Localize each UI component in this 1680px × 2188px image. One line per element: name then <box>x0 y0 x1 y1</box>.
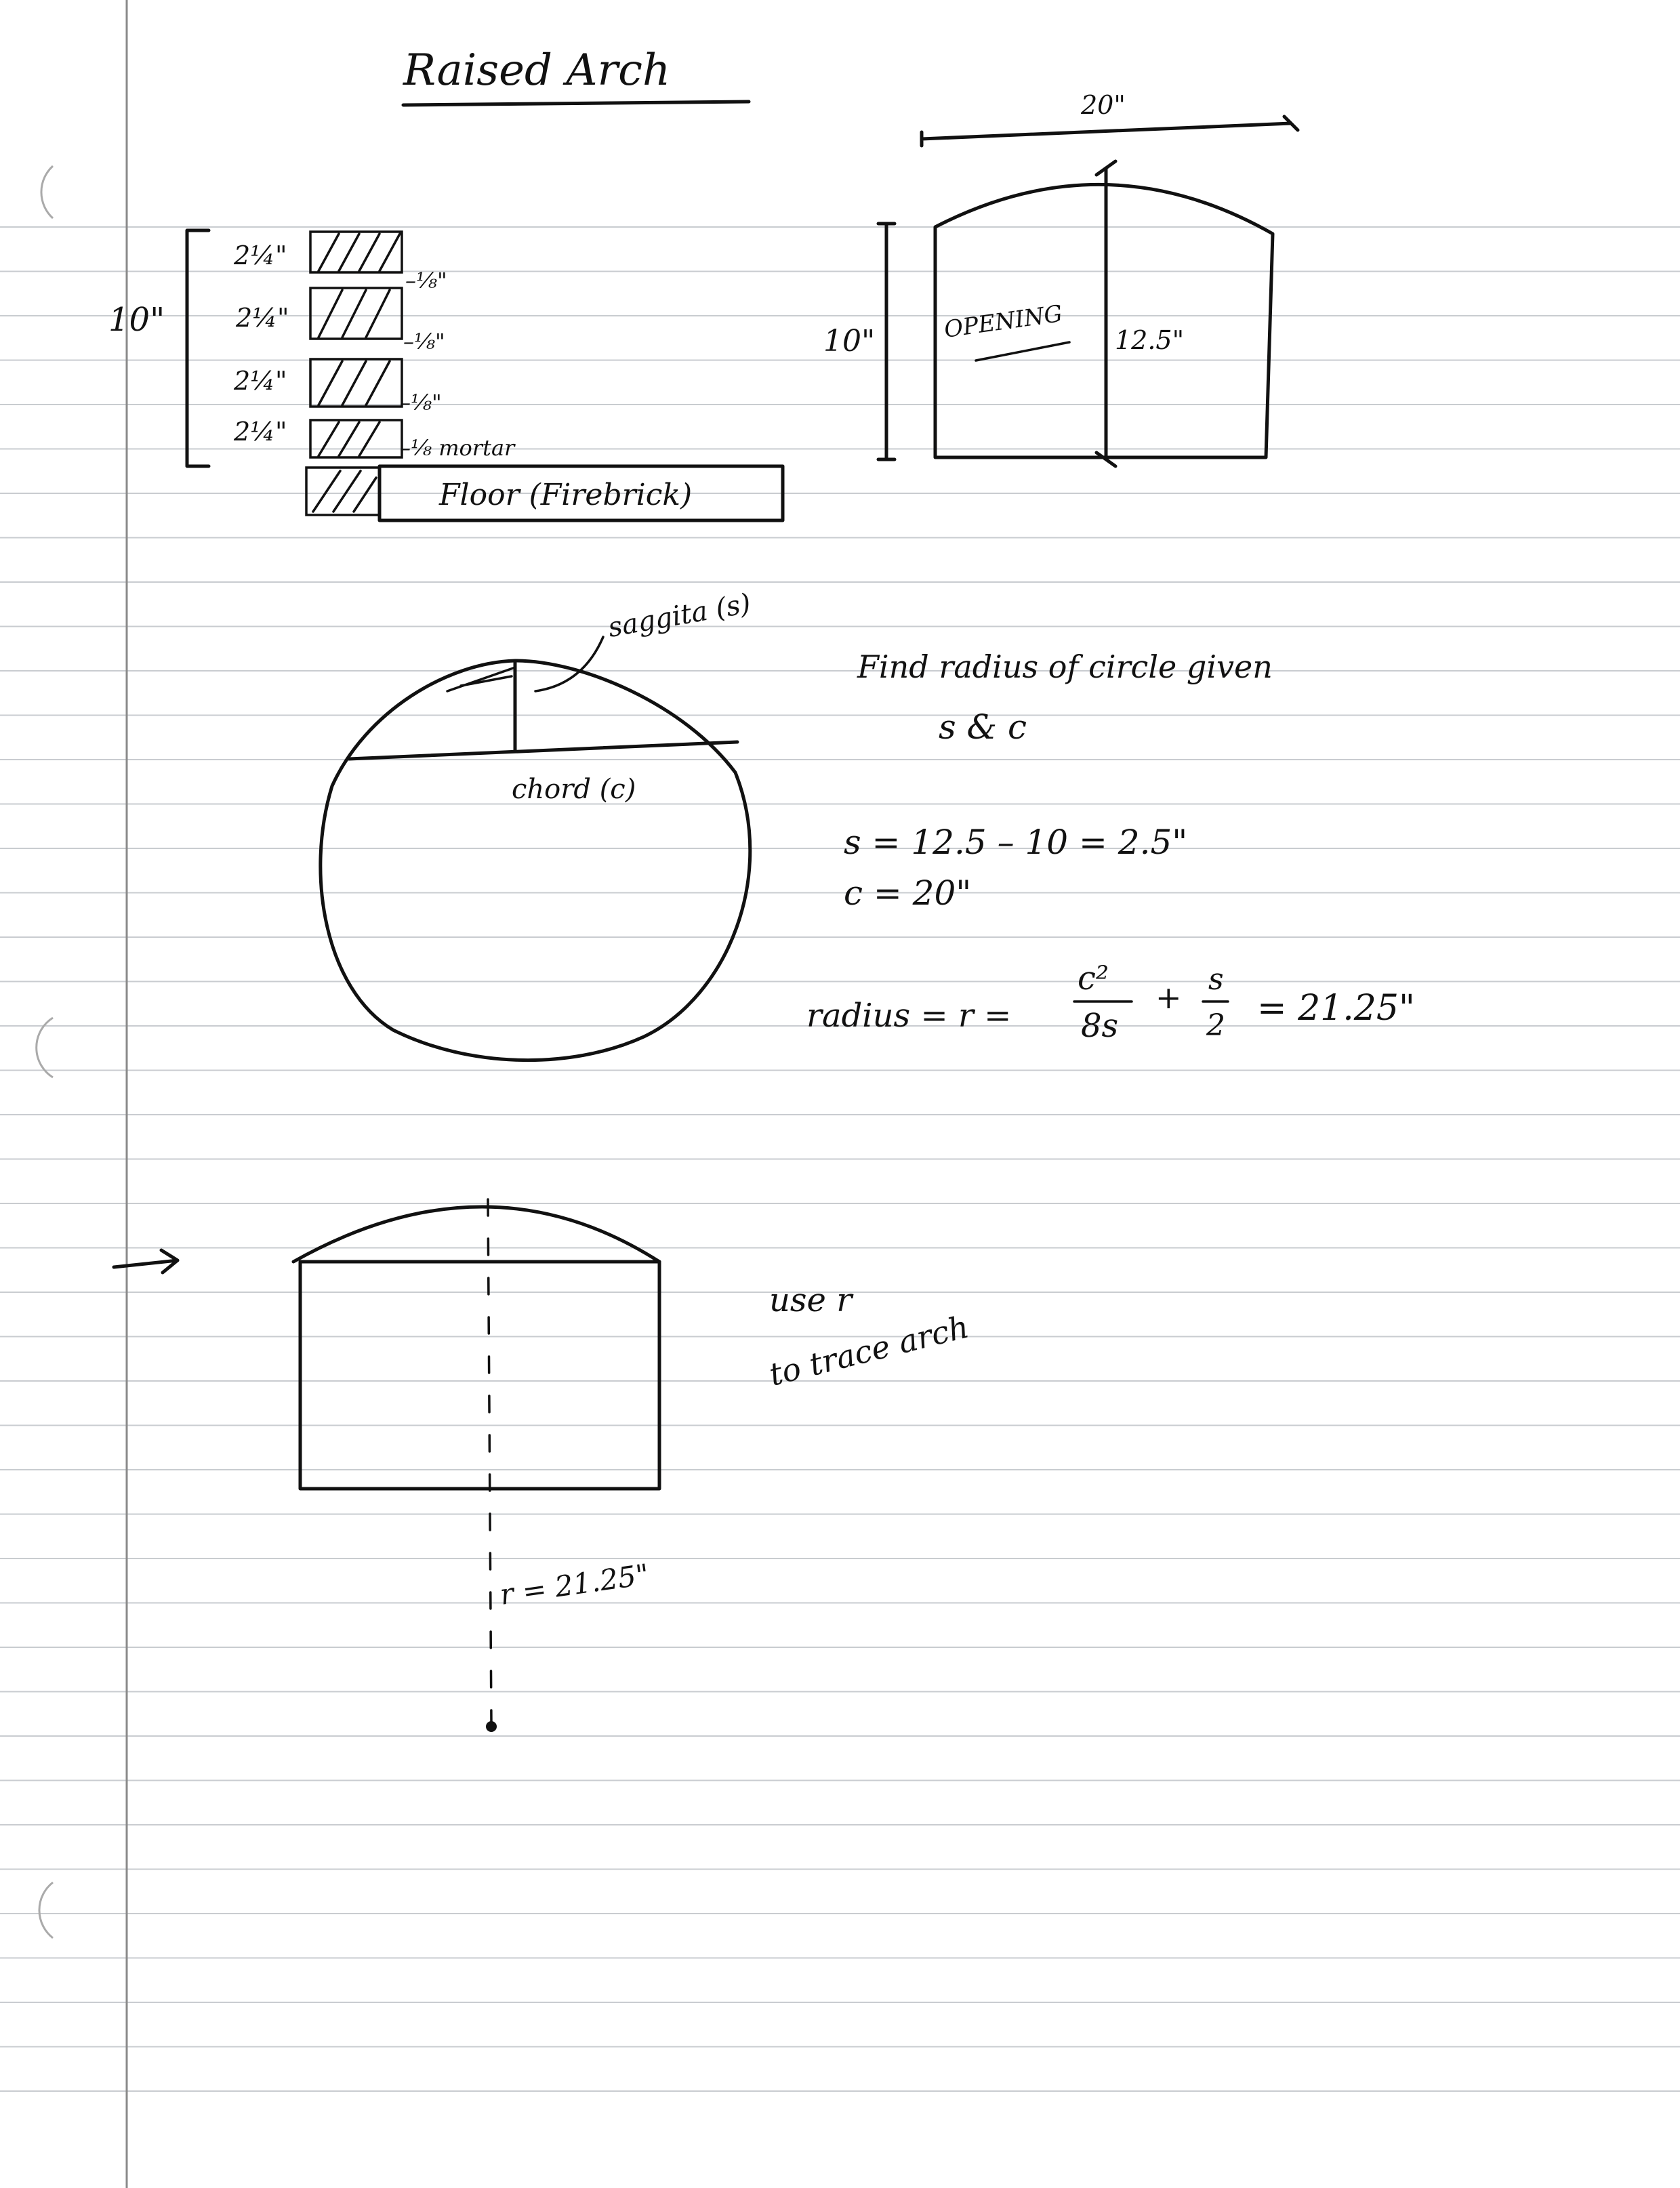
binder-hole-top <box>41 166 53 218</box>
opening-center-height: 12.5" <box>1115 325 1185 355</box>
wall-total-height: 10" <box>108 301 165 339</box>
arch-curve <box>293 1207 659 1262</box>
mortar-label-3: –⅛" <box>400 390 442 415</box>
brick-height-1: 2¼" <box>234 241 287 270</box>
opening-label-underline <box>976 342 1069 360</box>
wall-section <box>108 230 783 520</box>
mortar-label-1: –⅛" <box>405 268 447 293</box>
radius-label: r = 21.25" <box>497 1557 651 1611</box>
floor-label: Floor (Firebrick) <box>439 478 693 512</box>
opening-diagram <box>823 90 1298 466</box>
binder-hole-middle <box>37 1018 53 1077</box>
brick-course-1 <box>310 232 402 272</box>
opening-width: 20" <box>1081 90 1126 120</box>
use-r-line-1: use r <box>769 1281 853 1319</box>
sagitta-equation: s = 12.5 – 10 = 2.5" <box>844 823 1188 862</box>
fraction-1-denominator: 8s <box>1081 1007 1119 1045</box>
use-r-line-2: to trace arch <box>765 1308 972 1393</box>
page-title: Raised Arch <box>403 45 671 96</box>
brick-height-4: 2¼" <box>234 417 287 447</box>
fraction-2-numerator: s <box>1208 962 1224 997</box>
notes <box>806 648 1415 1045</box>
brick-course-2 <box>310 288 402 339</box>
opening-label: OPENING <box>942 300 1065 344</box>
height-bracket <box>187 230 209 466</box>
radius-result: = 21.25" <box>1257 988 1415 1029</box>
opening-side-dimension <box>878 224 895 459</box>
title-underline <box>403 102 749 105</box>
mortar-label-2: –⅛" <box>403 329 445 354</box>
fraction-2-denominator: 2 <box>1206 1008 1225 1043</box>
chord-equation: c = 20" <box>844 873 972 913</box>
brick-course-4 <box>310 420 402 457</box>
circle <box>321 661 750 1060</box>
fraction-1-numerator: c² <box>1078 959 1109 997</box>
find-line-2: s & c <box>939 707 1027 747</box>
pointer-arrow <box>114 1250 178 1273</box>
mortar-label-4: –⅛ mortar <box>400 435 515 461</box>
chord-label: chord (c) <box>512 774 636 805</box>
radius-dashed-line <box>488 1199 491 1725</box>
brick-course-3 <box>310 359 402 407</box>
find-line-1: Find radius of circle given <box>857 648 1273 685</box>
circle-diagram <box>321 588 753 1060</box>
plus-sign: + <box>1155 979 1182 1016</box>
brick-height-2: 2¼" <box>236 303 289 333</box>
sagitta-label: saggita (s) <box>605 587 754 644</box>
chord-line <box>349 742 737 759</box>
footing-brick <box>306 468 380 515</box>
arch-diagram <box>114 1199 972 1732</box>
opening-side-height: 10" <box>823 324 876 358</box>
brick-height-3: 2¼" <box>234 366 287 396</box>
ruled-lines <box>0 227 1680 2091</box>
arch-rectangle <box>300 1262 659 1489</box>
radius-center-point <box>486 1721 497 1732</box>
radius-prefix: radius = r = <box>806 997 1012 1035</box>
opening-width-dimension <box>922 117 1298 146</box>
opening-centerline <box>1097 161 1115 466</box>
binder-hole-bottom <box>39 1882 53 1938</box>
